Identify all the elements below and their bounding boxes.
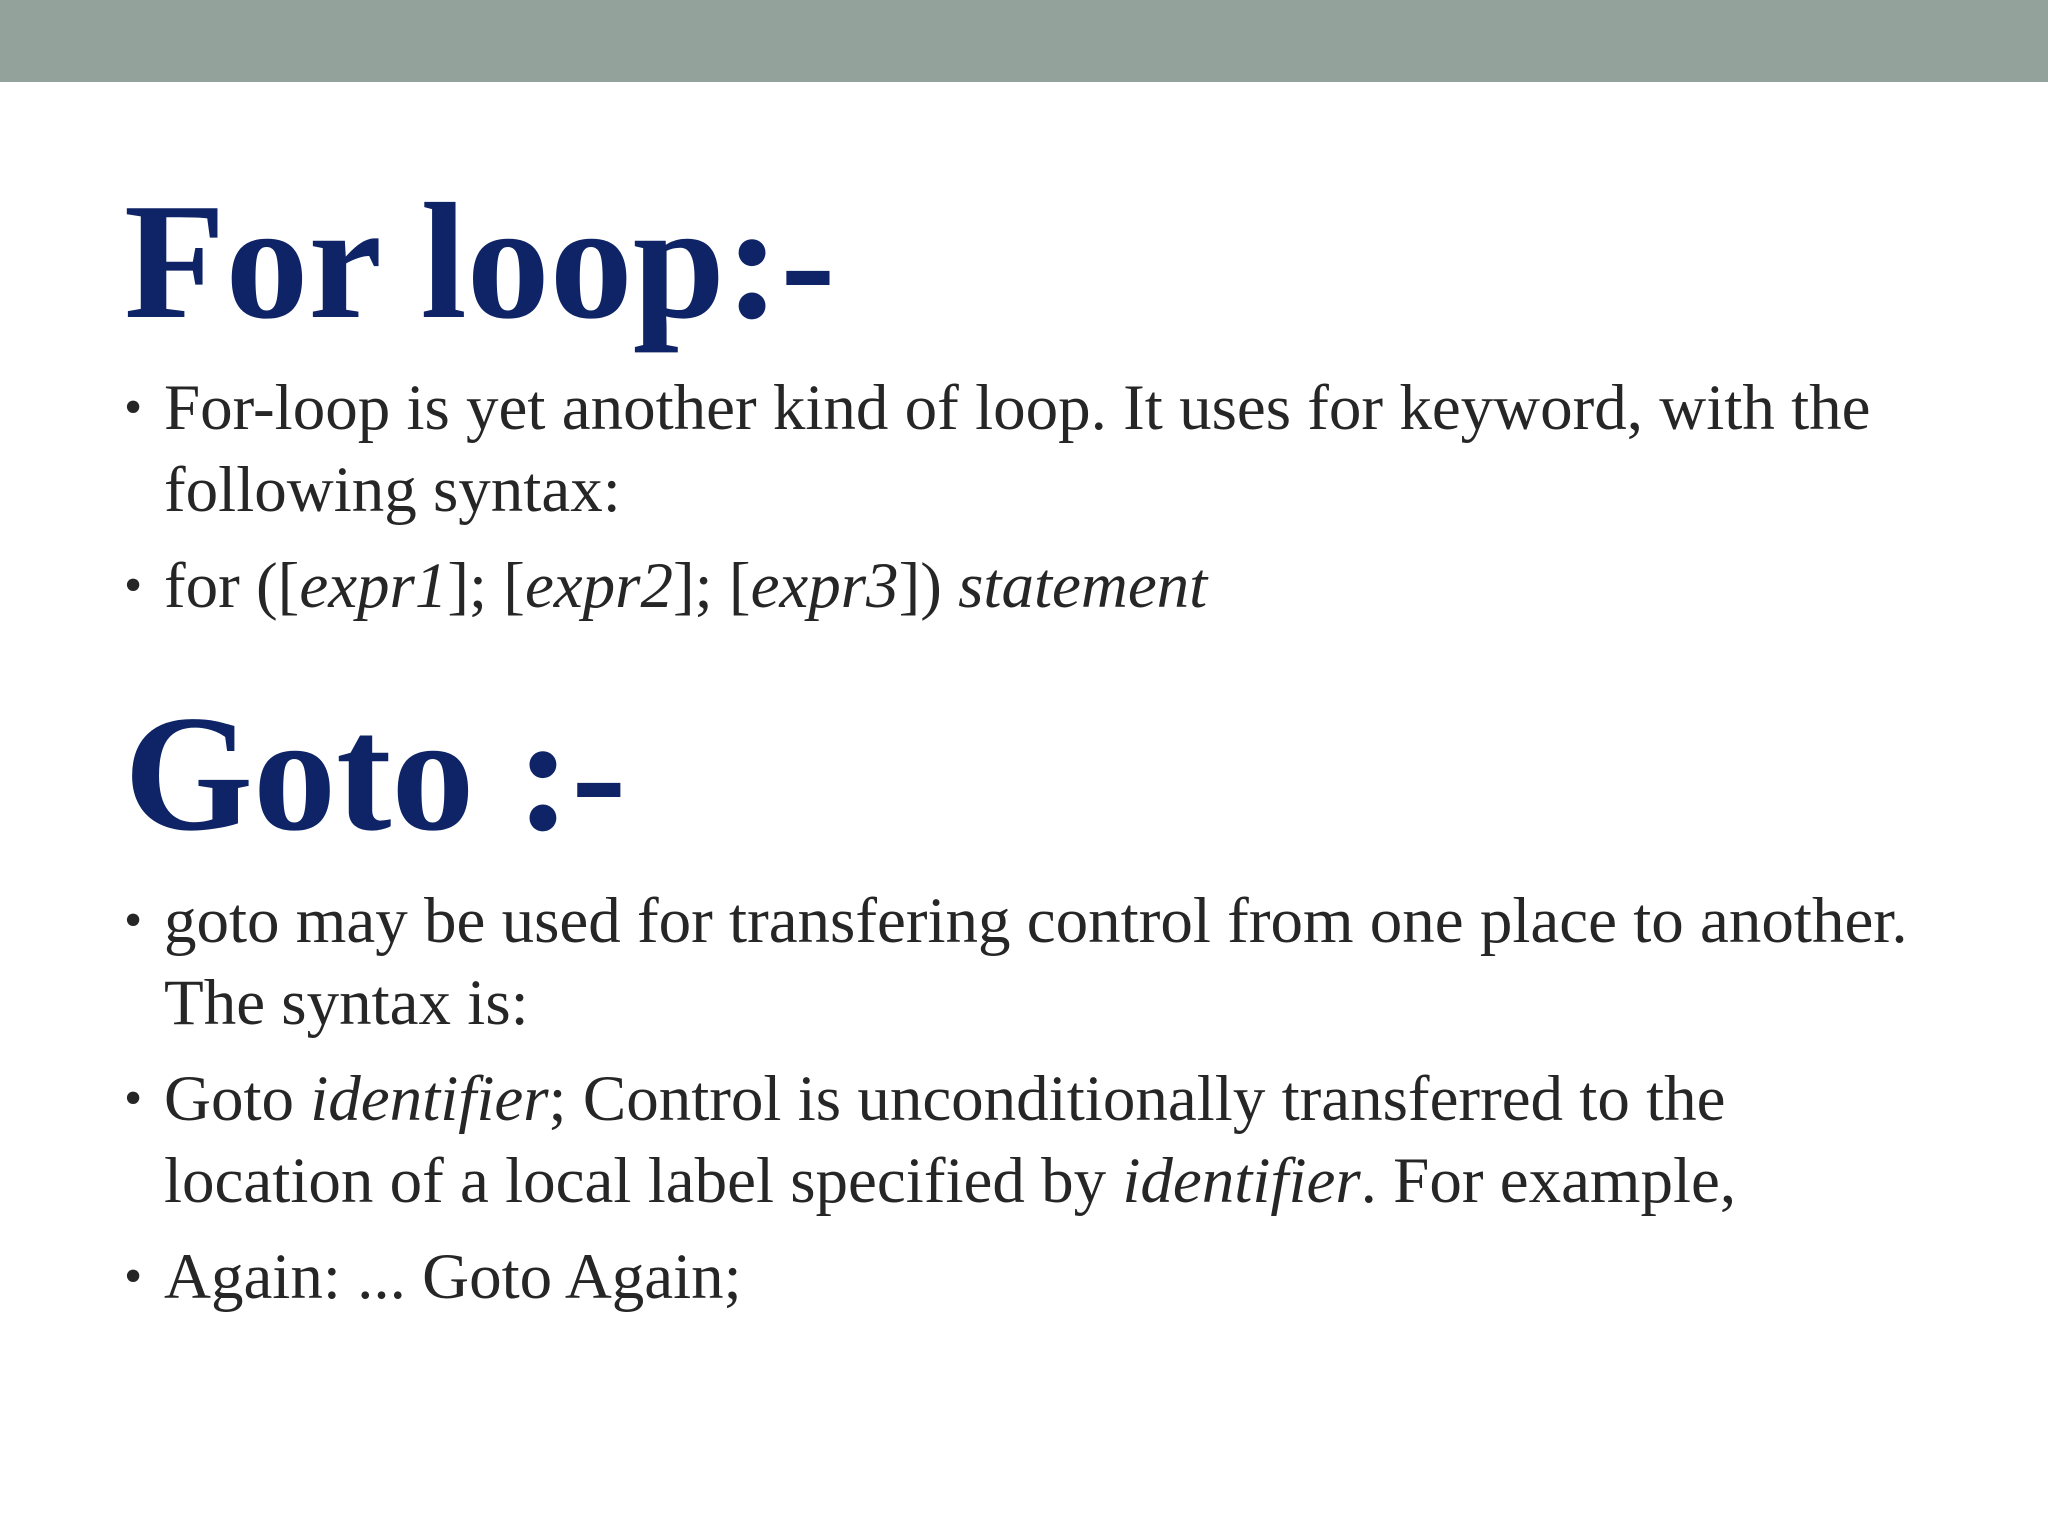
for-loop-heading: For loop:-	[124, 169, 836, 353]
syntax-text: ])	[898, 550, 959, 622]
syntax-expr3: expr3	[750, 550, 899, 622]
syntax-text: ]; [	[447, 550, 525, 622]
goto-syntax	[124, 1058, 1944, 1222]
syntax-expr1: expr1	[299, 550, 448, 622]
goto-syntax-text: ; Control is unconditionally transferred to the location of a local label specified by	[164, 1063, 1726, 1217]
for-loop-syntax	[124, 545, 1944, 627]
goto-bullet-list	[124, 880, 1944, 1332]
goto-heading: Goto :-	[124, 681, 627, 865]
syntax-text: ]; [	[672, 550, 751, 622]
top-accent-bar	[0, 0, 2048, 82]
goto-syntax-text: . For example,	[1360, 1145, 1737, 1217]
goto-description: • goto may be used for transfering control from one place to another. The syntax is:	[124, 880, 1944, 1044]
goto-identifier: identifier	[1122, 1145, 1361, 1217]
for-loop-bullet-list	[124, 367, 1944, 641]
syntax-statement: statement	[958, 550, 1208, 622]
goto-syntax-text: Goto	[164, 1063, 311, 1135]
syntax-text: for ([	[164, 550, 300, 622]
syntax-expr2: expr2	[524, 550, 673, 622]
goto-identifier: identifier	[310, 1063, 549, 1135]
goto-example: • Again: ... Goto Again;	[124, 1236, 1944, 1318]
for-loop-description: • For-loop is yet another kind of loop. It uses for keyword, with the following syntax:	[124, 367, 1944, 531]
